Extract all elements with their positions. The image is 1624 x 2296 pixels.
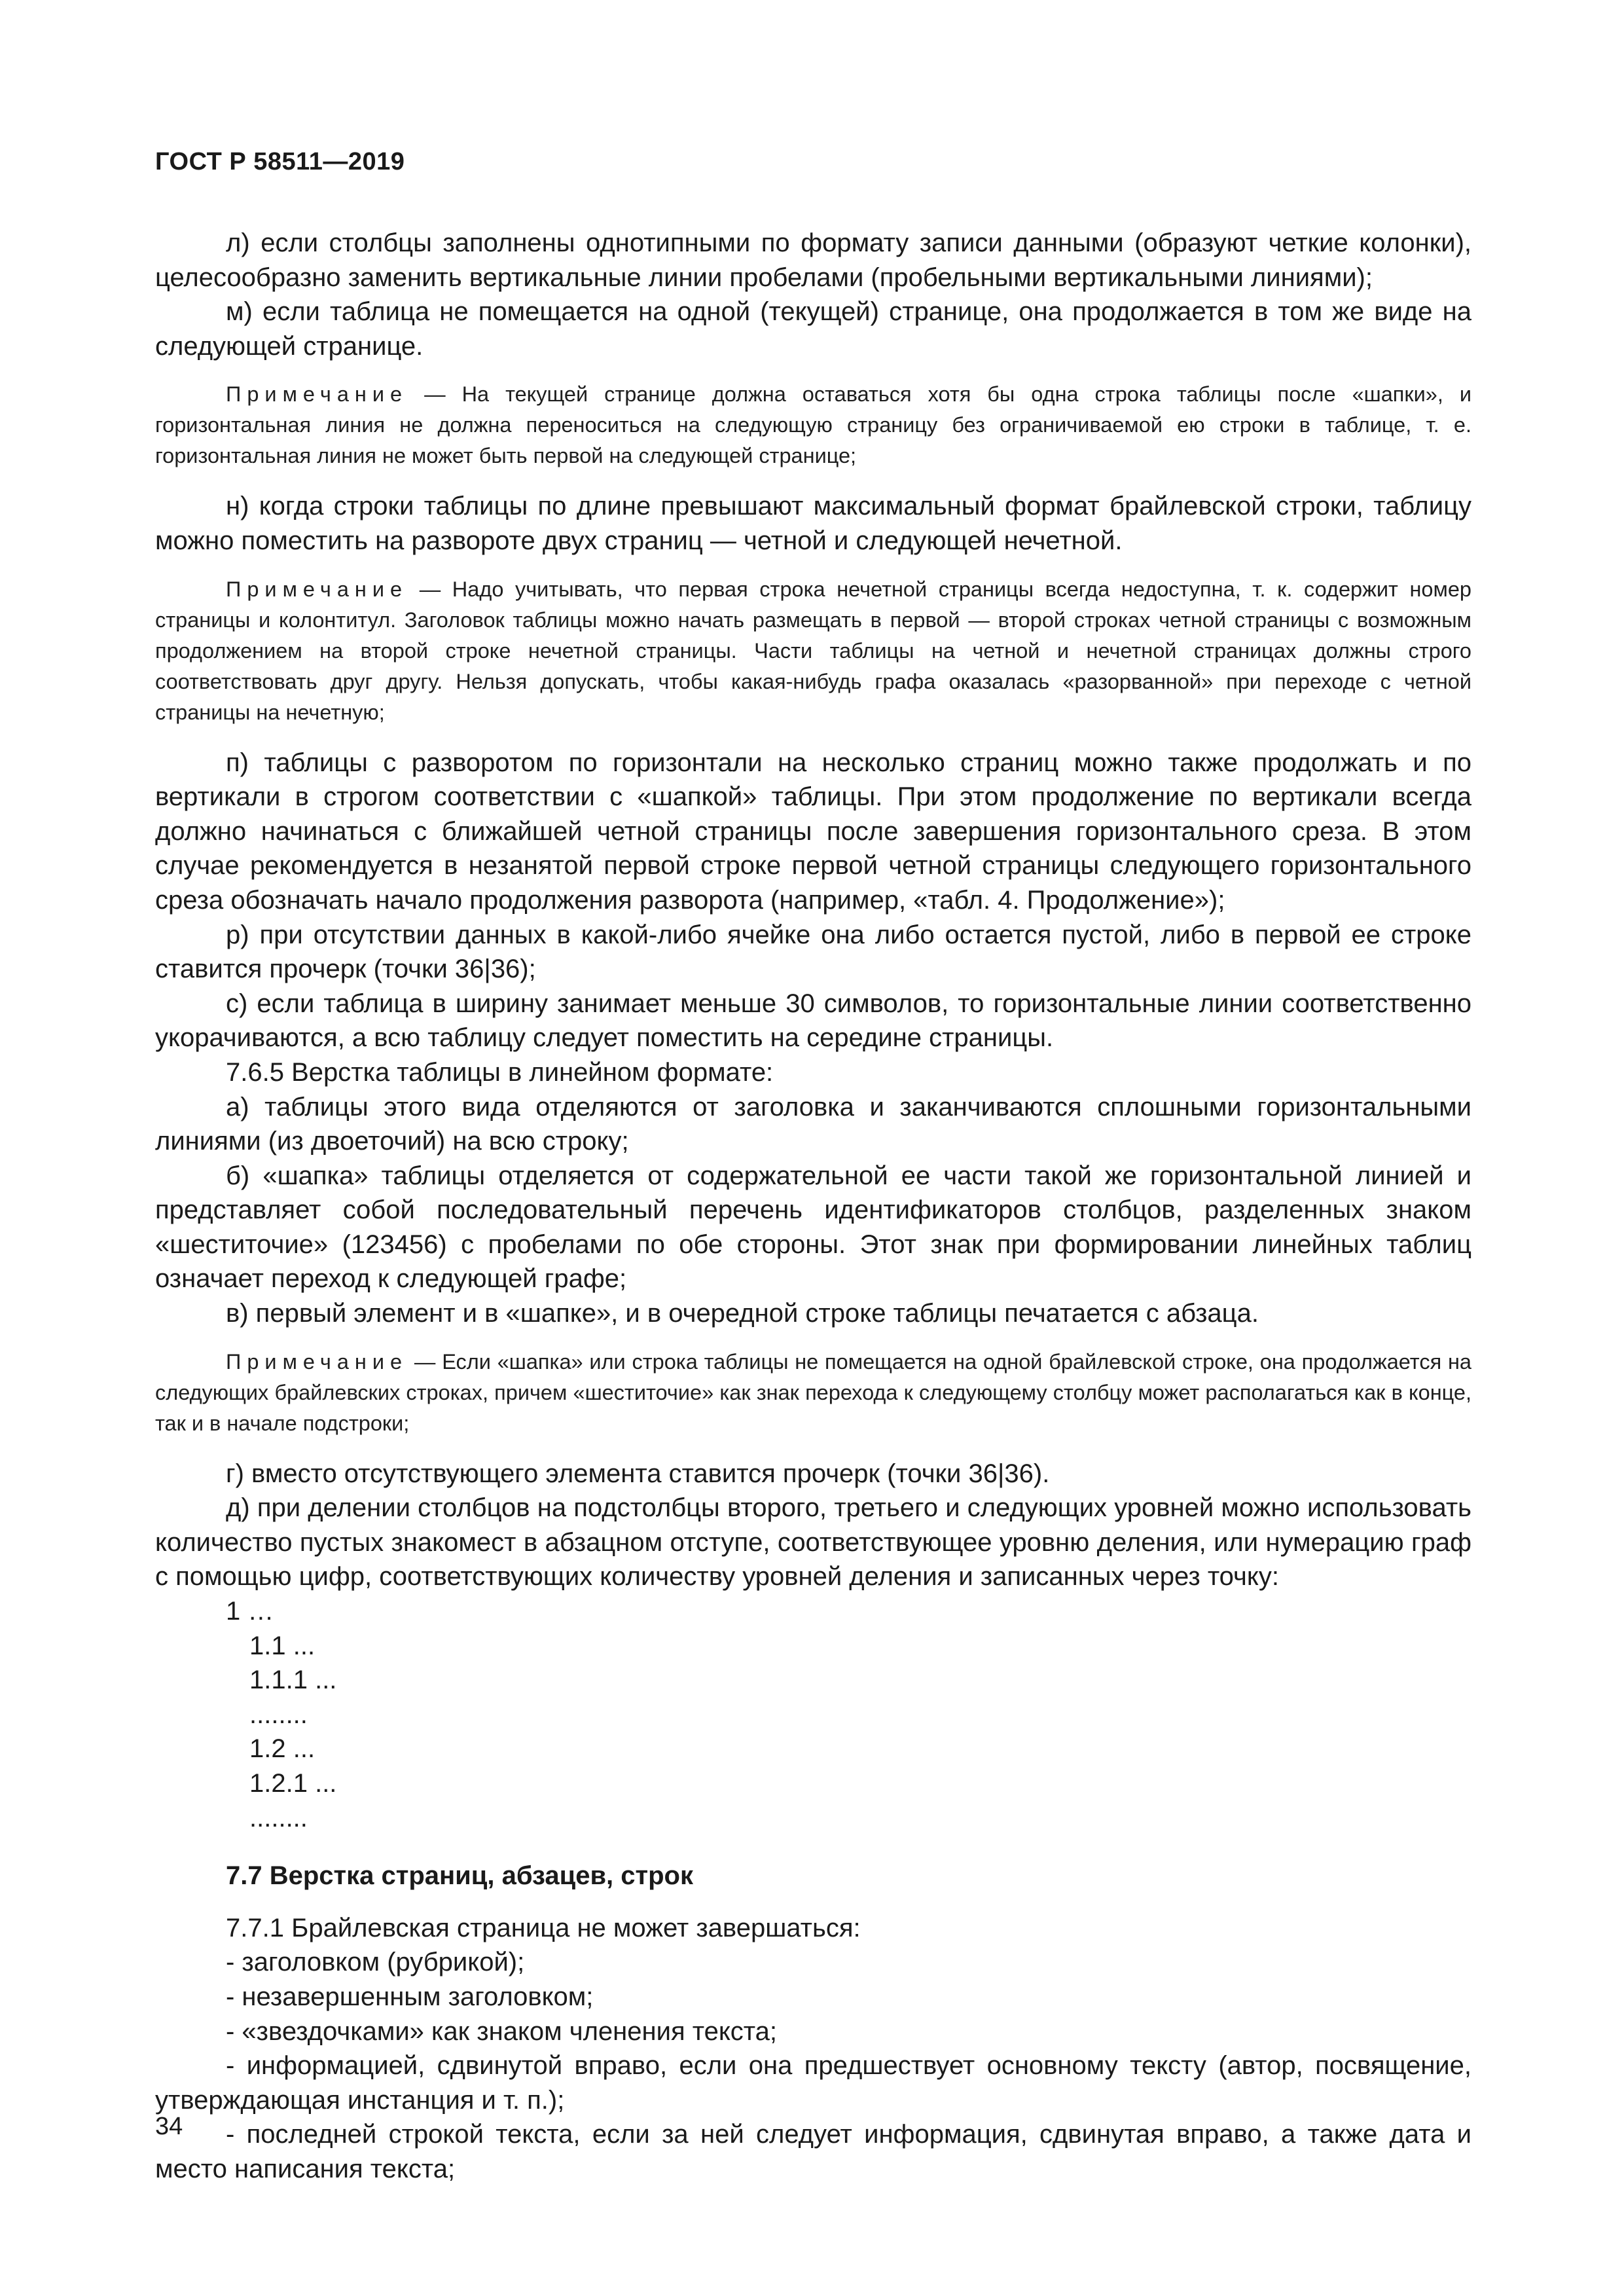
item-b: б) «шапка» таблицы отделяется от содержательной ее части такой же горизонтальной линией и представляет собой последовательный перечень идентификаторов столбцов, разделенных знаком «шеститочие» (123456) с пробелами по обе стороны. Этот знак при формировании линейных таблиц означает переход к следующей графе; (155, 1161, 1471, 1294)
list-item: - заголовком (рубрикой); (226, 1948, 525, 1977)
note-label: Примечание (226, 577, 408, 601)
item-v: в) первый элемент и в «шапке», и в очередной строке таблицы печатается с абзаца. (226, 1299, 1259, 1328)
item-a: а) таблицы этого вида отделяются от заголовка и заканчиваются сплошными горизонтальными линиями (из двоеточий) на всю строку; (155, 1092, 1471, 1156)
list-item: - незавершенным заголовком; (226, 1982, 594, 2011)
item-n: н) когда строки таблицы по длине превышают максимальный формат брайлевской строки, таблицу можно поместить на развороте двух страниц — четной и следующей нечетной. (155, 492, 1471, 555)
note-label: Примечание (226, 1349, 408, 1374)
numbering-line: 1.2.1 ... (249, 1769, 337, 1798)
item-s: с) если таблица в ширину занимает меньше 30 символов, то горизонтальные линии соответственно укорачиваются, а всю таблицу следует поместить на середине страницы. (155, 989, 1471, 1053)
page-number: 34 (155, 2113, 183, 2140)
section-heading-7-7: 7.7 Верстка страниц, абзацев, строк (226, 1861, 693, 1891)
numbering-line: 1.1.1 ... (249, 1666, 337, 1695)
note-1 (155, 379, 1471, 471)
page-body (155, 226, 1471, 2187)
numbering-line: 1.1 ... (249, 1631, 316, 1660)
note-label: Примечание (226, 382, 408, 407)
note-text: — На текущей странице должна оставаться хотя бы одна строка таблицы после «шапки», и горизонтальная линия не должна переноситься на следующую страницу без ограничиваемой ею строки в таблице, т. е. горизонтальная линия не может быть первой на следующей странице; (155, 382, 1471, 468)
item-m: м) если таблица не помещается на одной (текущей) странице, она продолжается в том же виде на следующей странице. (155, 297, 1471, 361)
item-p: п) таблицы с разворотом по горизонтали на несколько страниц можно также продолжать и по вертикали в строгом соответствии с «шапкой» таблицы. При этом продолжение по вертикали всегда должно начинаться с ближайшей четной страницы после завершения горизонтального среза. В этом случае рекомендуется в незанятой первой строке первой четной страницы следующего горизонтального среза обозначать начало продолжения разворота (например, «табл. 4. Продолжение»); (155, 748, 1471, 915)
list-item: - последней строкой текста, если за ней следует информация, сдвинутая вправо, а также дата и место написания текста; (155, 2120, 1471, 2183)
numbering-line: 1 … (226, 1597, 274, 1626)
list-item: - информацией, сдвинутой вправо, если она предшествует основному тексту (автор, посвящение, утверждающая инстанция и т. п.); (155, 2051, 1471, 2115)
note-2 (155, 574, 1471, 728)
section-7-6-5: 7.6.5 Верстка таблицы в линейном формате: (226, 1057, 774, 1087)
note-text: — Если «шапка» или строка таблицы не помещается на одной брайлевской строке, она продолжается на следующих брайлевских строках, причем «шеститочие» как знак перехода к следующему столбцу может располагаться как в конце, так и в начале подстроки; (155, 1349, 1471, 1435)
section-7-7-1: 7.7.1 Брайлевская страница не может завершаться: (226, 1913, 861, 1942)
page-header: ГОСТ Р 58511—2019 (155, 148, 405, 175)
numbering-line: ........ (249, 1803, 308, 1832)
numbering-line: ........ (249, 1700, 308, 1729)
item-l: л) если столбцы заполнены однотипными по формату записи данными (образуют четкие колонки), целесообразно заменить вертикальные линии пробелами (пробельными вертикальными линиями); (155, 228, 1471, 292)
list-item: - «звездочками» как знаком членения текста; (226, 2016, 778, 2046)
note-text: — Надо учитывать, что первая строка нечетной страницы всегда недоступна, т. к. содержит номер страницы и колонтитул. Заголовок таблицы можно начать размещать в первой — второй строках четной страницы с возможным продолжением на второй строке нечетной страницы. Части таблицы на четной и нечетной страницах должны строго соответствовать друг другу. Нельзя допускать, чтобы какая-нибудь графа оказалась «разорванной» при переходе с четной страницы на нечетную; (155, 577, 1471, 724)
item-r: р) при отсутствии данных в какой-либо ячейке она либо остается пустой, либо в первой ее строке ставится прочерк (точки 36|36); (155, 920, 1471, 984)
numbering-line: 1.2 ... (249, 1734, 316, 1764)
note-3 (155, 1347, 1471, 1439)
item-d: д) при делении столбцов на подстолбцы второго, третьего и следующих уровней можно использовать количество пустых знакомест в абзацном отступе, соответствующее уровню деления, или нумерацию граф с помощью цифр, соответствующих количеству уровней деления и записанных через точку: (155, 1493, 1471, 1592)
item-g: г) вместо отсутствующего элемента ставится прочерк (точки 36|36). (226, 1459, 1050, 1488)
